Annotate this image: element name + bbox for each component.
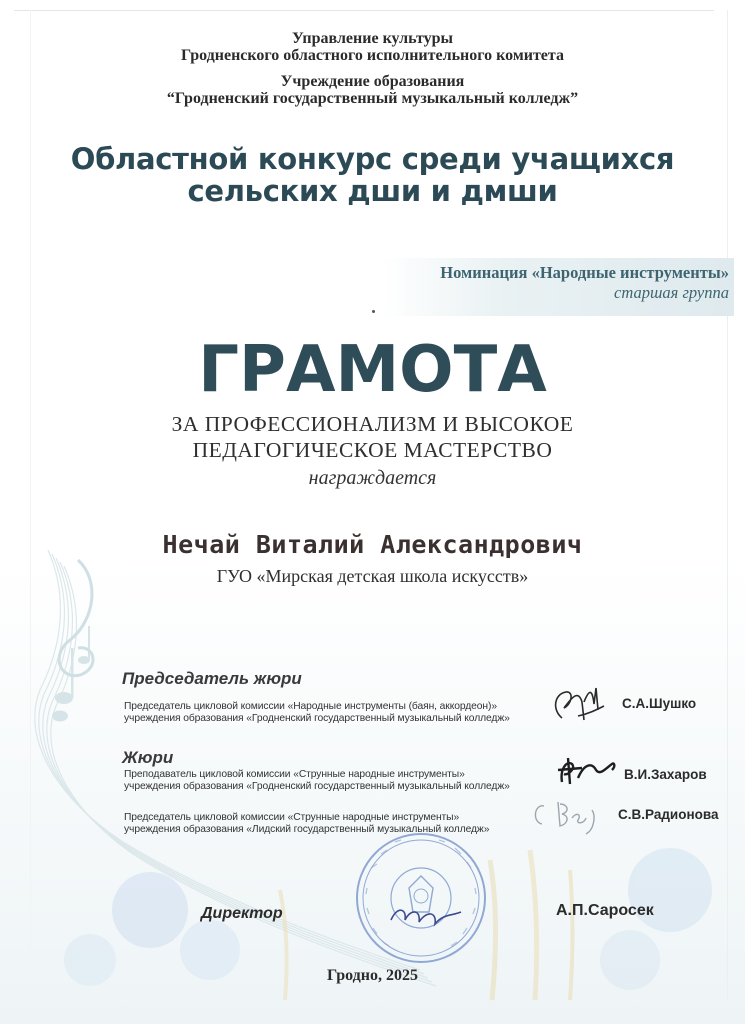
recipient-name: Нечай Виталий Александрович (162, 530, 583, 559)
jury-chair-heading: Председатель жюри (122, 669, 302, 688)
place-and-year: Гродно, 2025 (327, 967, 418, 984)
certificate-title: ГРАМОТА (198, 333, 547, 407)
signature-member-1 (556, 754, 618, 788)
jury-chair-name: С.А.Шушко (622, 696, 697, 711)
director-name: А.П.Саросек (556, 902, 654, 919)
award-reason-line-1: ЗА ПРОФЕССИОНАЛИЗМ И ВЫСОКОЕ (171, 412, 574, 436)
signature-chair (548, 680, 608, 726)
official-stamp (351, 828, 491, 968)
director-label: Директор (201, 905, 283, 922)
jury-member-2-name: С.В.Радионова (618, 807, 719, 822)
nomination-text: Номинация «Народные инструменты» (440, 263, 729, 282)
awarded-label: награждается (308, 467, 437, 489)
recipient-school: ГУО «Мирская детская школа искусств» (216, 566, 529, 586)
jury-member-1-name: В.И.Захаров (624, 767, 707, 782)
ink-dot (372, 310, 375, 313)
frame-top-line (14, 10, 714, 11)
jury-chair-position-line-2: учреждения образования «Гродненский государственный музыкальный колледж» (124, 713, 510, 724)
contest-title-line-1: Областной конкурс среди учащихся (70, 142, 675, 176)
jury-member-1-position-line-2: учреждения образования «Гродненский государственный музыкальный колледж» (124, 781, 510, 792)
jury-heading: Жюри (122, 748, 174, 767)
signature-member-2 (528, 796, 608, 836)
age-group: старшая группа (614, 283, 729, 302)
jury-member-1-position-line-1: Преподаватель цикловой комиссии «Струнные народные инструменты» (124, 769, 465, 780)
org-line-1: Управление культуры (291, 30, 454, 47)
org-line-2: Гродненского областного исполнительного комитета (181, 47, 564, 64)
institution-line-1: Учреждение образования (280, 73, 465, 90)
jury-chair-position-line-1: Председатель цикловой комиссии «Народные инструменты (баян, аккордеон)» (124, 701, 497, 712)
contest-title-line-2: сельских дши и дмши (187, 174, 558, 208)
jury-member-2-position-line-1: Председатель цикловой комиссии «Струнные народные инструменты» (124, 812, 460, 823)
institution-line-2: “Гродненский государственный музыкальный колледж” (166, 90, 579, 107)
jury-member-2-position-line-2: учреждения образования «Лидский государственный музыкальный колледж» (124, 824, 490, 835)
award-reason-line-2: ПЕДАГОГИЧЕСКОЕ МАСТЕРСТВО (192, 438, 553, 462)
